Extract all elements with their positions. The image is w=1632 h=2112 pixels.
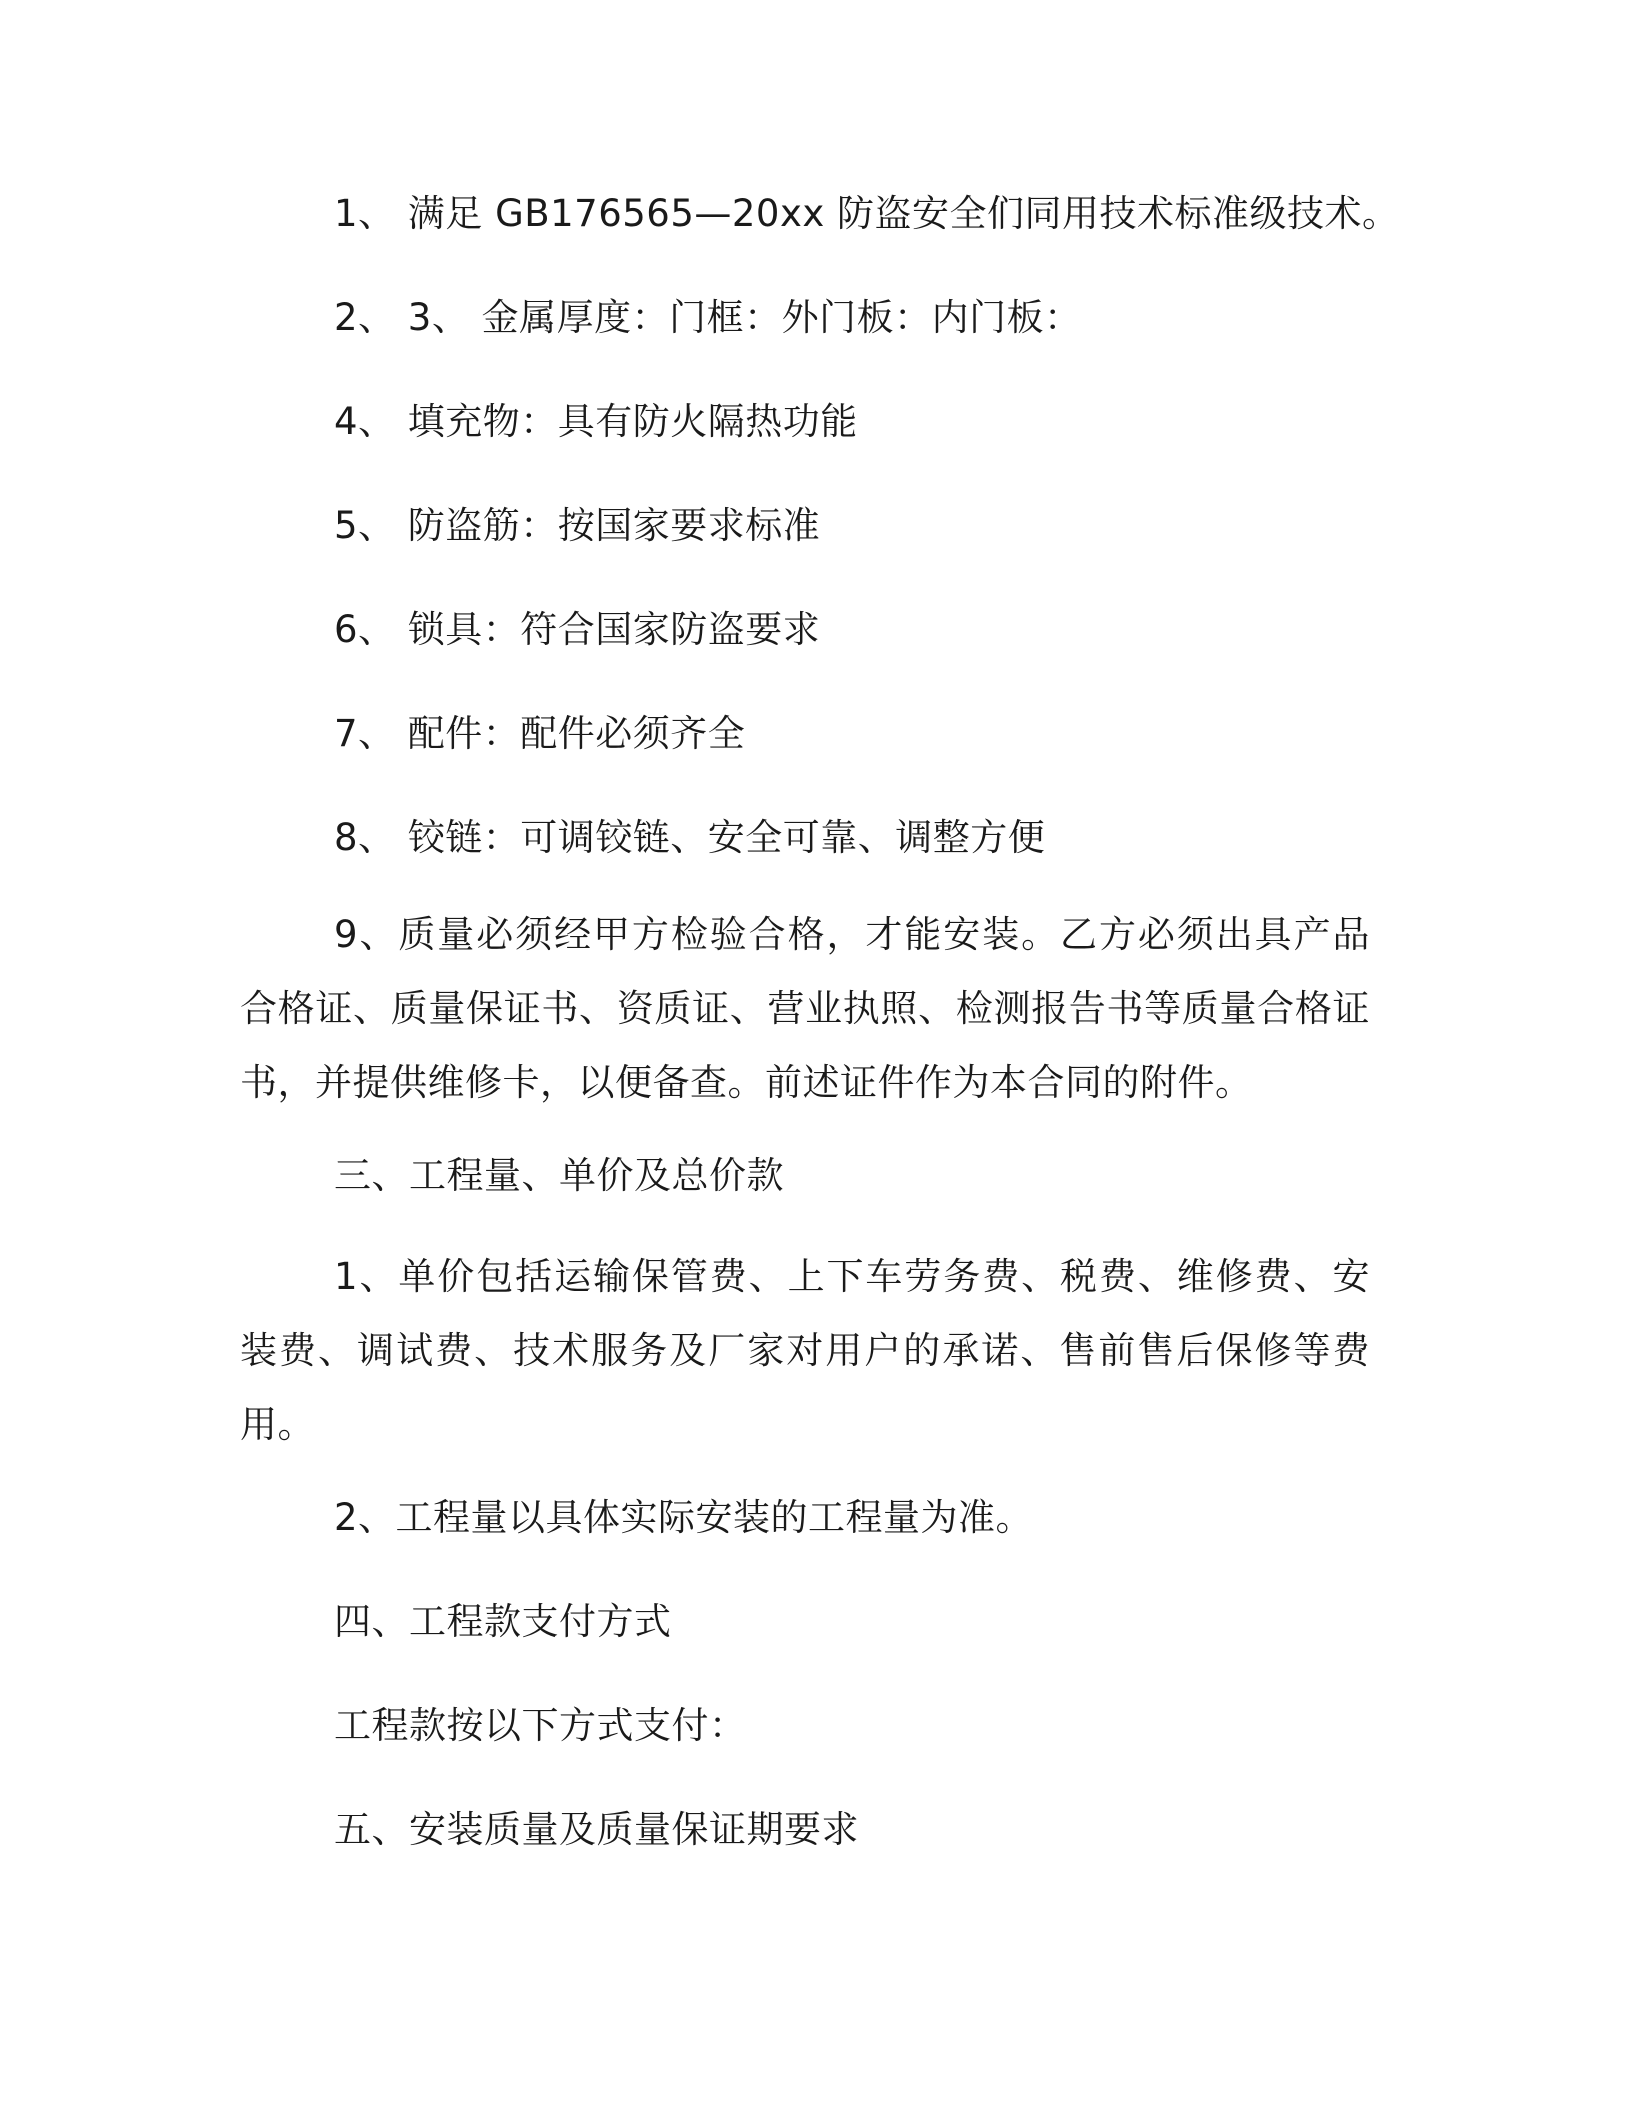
section-5-heading: 五、安装质量及质量保证期要求 [334,1808,859,1851]
list-item-1: 1、 满足 GB176565—20xx 防盗安全们同用技术标准级技术。 [334,192,1400,235]
list-item-6: 6、 锁具：符合国家防盗要求 [334,608,821,651]
list-item-5: 5、 防盗筋：按国家要求标准 [334,504,821,547]
list-item-2-3: 2、 3、 金属厚度：门框：外门板：内门板： [334,296,1082,339]
list-item-4: 4、 填充物：具有防火隔热功能 [334,400,858,443]
list-item-8: 8、 铰链：可调铰链、安全可靠、调整方便 [334,816,1046,859]
paragraph-item-9: 9、质量必须经甲方检验合格，才能安装。乙方必须出具产品合格证、质量保证书、资质证、营业执照、检测报告书等质量合格证书，并提供维修卡，以便备查。前述证件作为本合同的附件。 [240,913,1370,1104]
section-3-heading: 三、工程量、单价及总价款 [334,1154,784,1197]
section-4-paragraph-1: 工程款按以下方式支付： [334,1704,747,1747]
document-body [240,188,1400,1856]
section-3-paragraph-1: 1、单价包括运输保管费、上下车劳务费、税费、维修费、安装费、调试费、技术服务及厂家对用户的承诺、售前售后保修等费用。 [240,1255,1370,1446]
section-3-paragraph-2: 2、工程量以具体实际安装的工程量为准。 [334,1496,1034,1539]
list-item-7: 7、 配件：配件必须齐全 [334,712,746,755]
section-4-heading: 四、工程款支付方式 [334,1600,672,1643]
